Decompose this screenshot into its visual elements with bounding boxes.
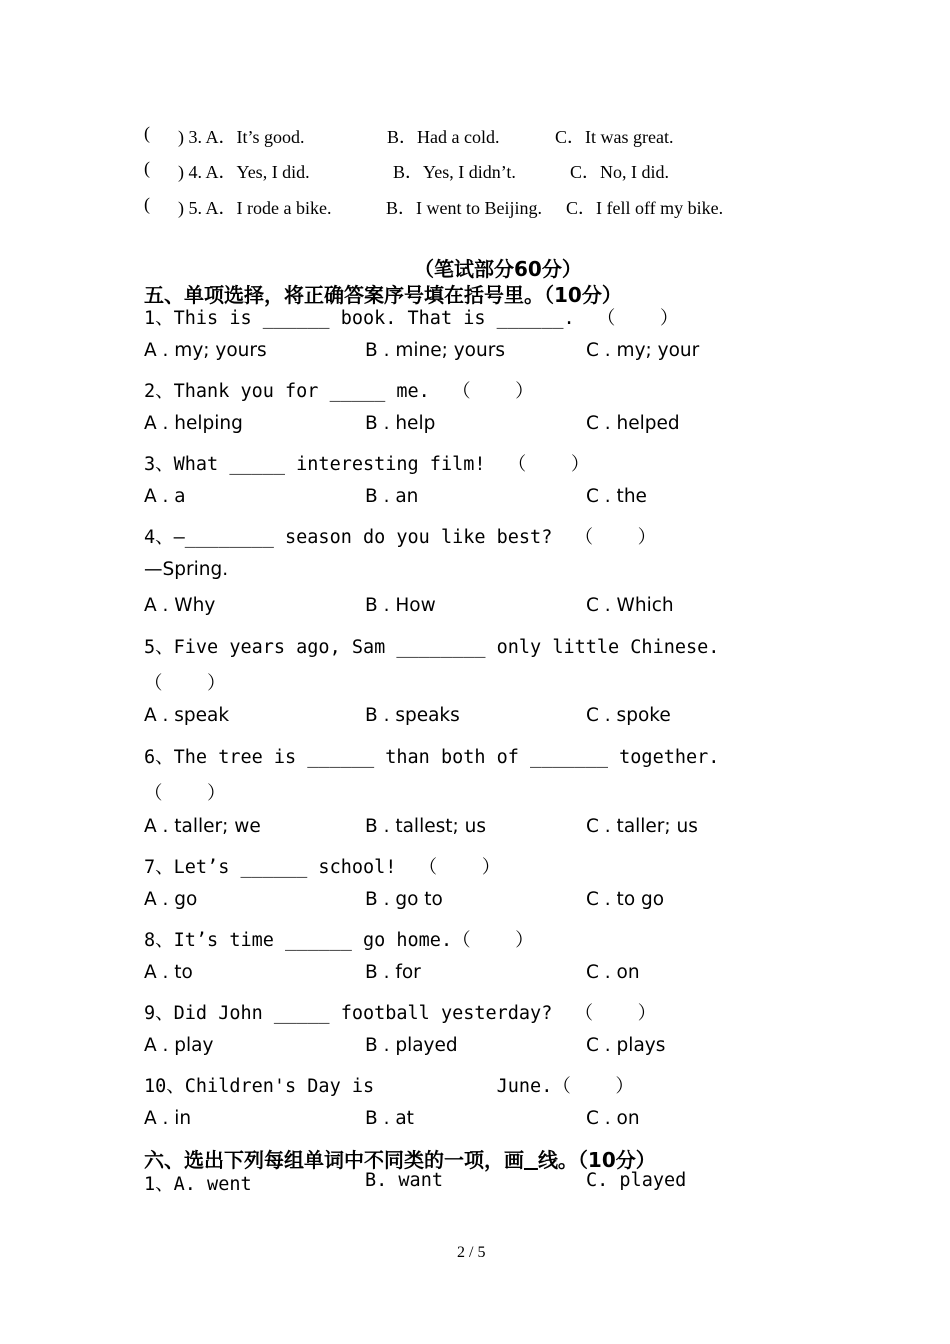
answer-paren: (	[144, 158, 150, 178]
section-5-heading: 五、单项选择，将正确答案序号填在括号里。（10分）	[144, 283, 622, 307]
option-a: A . in	[144, 1108, 192, 1129]
option-c: C．It was great.	[555, 127, 674, 147]
option-b: B . played	[365, 1035, 458, 1056]
question-stem: 10、Children's Day is June.（ ）	[144, 1076, 634, 1097]
option-a: A . taller; we	[144, 816, 261, 837]
option-a: ) 3. A．It’s good.	[178, 127, 305, 147]
answer-paren: （ ）	[144, 783, 226, 804]
option-b: B . for	[365, 962, 421, 983]
option-a: A . helping	[144, 413, 243, 434]
option-a: A . go	[144, 889, 198, 910]
option-c: C . on	[586, 1108, 640, 1129]
question-stem: 2、Thank you for _____ me. （ ）	[144, 381, 534, 402]
option-a: A . speak	[144, 705, 230, 726]
answer-paren: （ ）	[144, 673, 226, 694]
option-c: C . plays	[586, 1035, 666, 1056]
question-stem: 5、Five years ago, Sam ________ only little Chinese.	[144, 637, 720, 658]
option-b: B . speaks	[365, 705, 460, 726]
question-stem: 4、—________ season do you like best? （ ）	[144, 527, 657, 548]
underline-blank	[524, 1148, 538, 1172]
option-c: C．I fell off my bike.	[566, 198, 724, 218]
heading-text: 六、选出下列每组单词中不同类的一项，画	[144, 1148, 524, 1172]
option-c: C. played	[586, 1170, 687, 1191]
option-a: A . my; yours	[144, 340, 267, 361]
option-b: B．Had a cold.	[387, 127, 500, 147]
option-c: C . Which	[586, 595, 674, 616]
answer-paren: (	[144, 123, 150, 143]
option-a: 1、A. went	[144, 1174, 252, 1195]
option-b: B . help	[365, 413, 436, 434]
option-c: C . spoke	[586, 705, 671, 726]
option-b: B．Yes, I didn’t.	[393, 162, 516, 182]
option-a: ) 5. A．I rode a bike.	[178, 198, 332, 218]
option-c: C . the	[586, 486, 647, 507]
question-stem: 3、What _____ interesting film! （ ）	[144, 454, 590, 475]
option-b: B．I went to Beijing.	[386, 198, 542, 218]
option-a: A . Why	[144, 595, 216, 616]
option-c: C . taller; us	[586, 816, 698, 837]
written-part-title: （笔试部分60分）	[414, 257, 582, 281]
option-c: C . on	[586, 962, 640, 983]
option-b: B . go to	[365, 889, 443, 910]
option-c: C . helped	[586, 413, 680, 434]
question-stem: 7、Let’s ______ school! （ ）	[144, 857, 501, 878]
question-stem: 8、It’s time ______ go home.（ ）	[144, 930, 534, 951]
section-6-heading	[144, 1144, 656, 1173]
question-stem: 6、The tree is ______ than both of _______ together.	[144, 747, 720, 768]
option-c: C . my; your	[586, 340, 700, 361]
option-a: A . a	[144, 486, 186, 507]
question-stem: 1、This is ______ book. That is ______. （ ）	[144, 308, 679, 329]
page-number: 2 / 5	[457, 1244, 486, 1261]
option-c: C．No, I did.	[570, 162, 669, 182]
answer-paren: (	[144, 194, 150, 214]
option-a: A . to	[144, 962, 193, 983]
question-stem: 9、Did John _____ football yesterday? （ ）	[144, 1003, 657, 1024]
heading-text: 线。（10分）	[537, 1148, 656, 1172]
option-b: B . an	[365, 486, 419, 507]
option-a: A . play	[144, 1035, 214, 1056]
answer-line: —Spring.	[144, 559, 229, 580]
option-b: B . tallest; us	[365, 816, 486, 837]
option-a: ) 4. A．Yes, I did.	[178, 162, 310, 182]
option-b: B. want	[365, 1170, 443, 1191]
option-b: B . How	[365, 595, 436, 616]
option-b: B . at	[365, 1108, 414, 1129]
option-c: C . to go	[586, 889, 665, 910]
option-b: B . mine; yours	[365, 340, 505, 361]
